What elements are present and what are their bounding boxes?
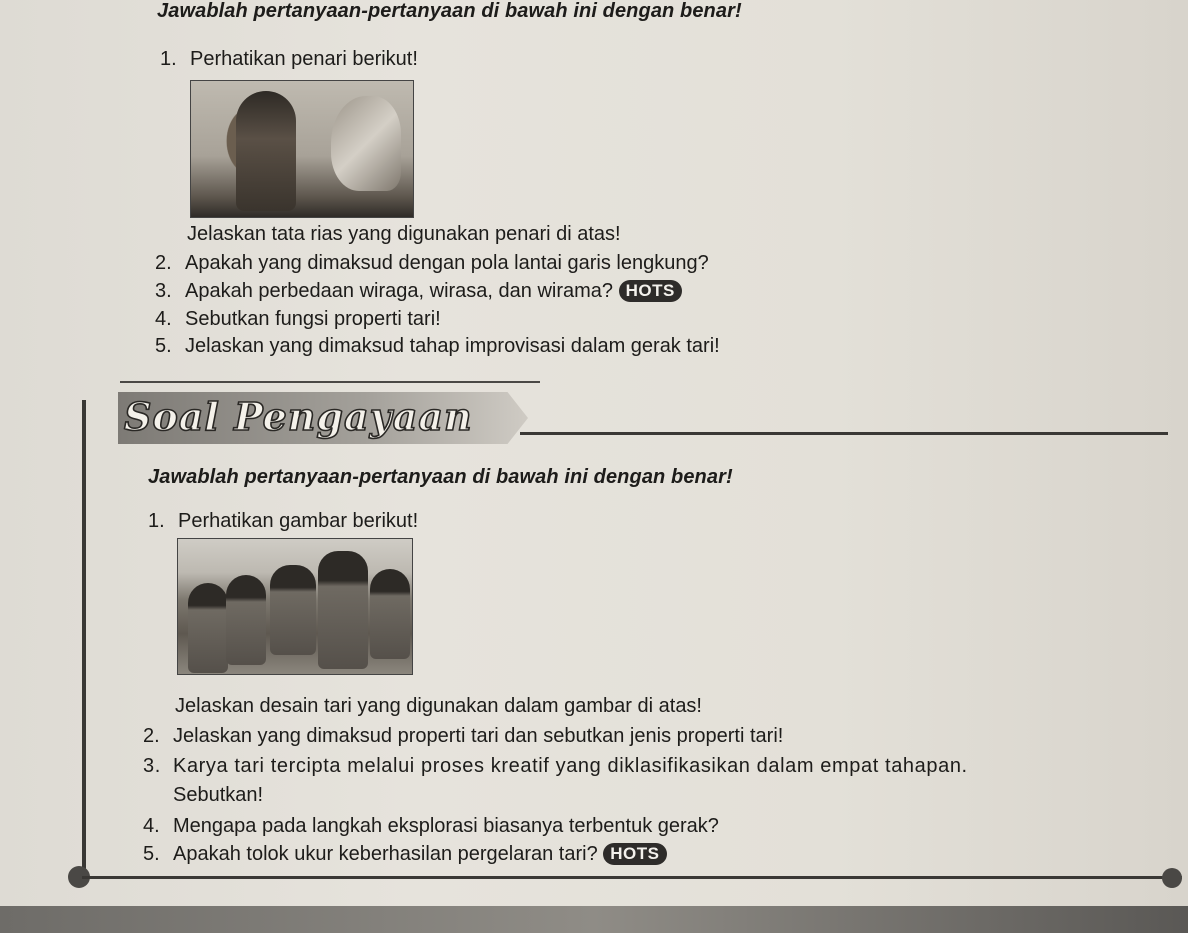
group-dance-photo bbox=[177, 538, 413, 675]
question-number: 1. bbox=[160, 48, 177, 70]
dancer-figure bbox=[318, 551, 368, 669]
question-3-practice bbox=[143, 755, 968, 778]
question-text: Mengapa pada langkah eksplorasi biasanya terbentuk gerak? bbox=[173, 815, 719, 837]
section-bottom-border bbox=[82, 876, 1182, 879]
section-banner bbox=[118, 382, 548, 452]
question-1-followup-top bbox=[187, 223, 621, 246]
frame-corner-dot bbox=[1162, 868, 1182, 888]
dance-scarf bbox=[331, 96, 401, 191]
question-text: Karya tari tercipta melalui proses kreatif yang diklasifikasikan dalam empat tahapan. bbox=[173, 755, 968, 777]
dancer-figure bbox=[188, 583, 228, 673]
question-text: Jelaskan yang dimaksud tahap improvisasi dalam gerak tari! bbox=[185, 335, 720, 357]
question-text: Apakah perbedaan wiraga, wirasa, dan wirama? bbox=[185, 280, 614, 302]
question-text: Jelaskan desain tari yang digunakan dalam gambar di atas! bbox=[175, 695, 702, 717]
page-footer-strip bbox=[0, 906, 1188, 933]
question-4-top bbox=[155, 308, 441, 331]
question-number: 4. bbox=[155, 308, 172, 330]
question-text: Sebutkan fungsi properti tari! bbox=[185, 308, 441, 330]
section-left-border bbox=[82, 400, 86, 880]
dancer-figure bbox=[226, 575, 266, 665]
hots-badge: HOTS bbox=[619, 280, 682, 302]
question-5-top bbox=[155, 335, 720, 358]
question-text: Apakah yang dimaksud dengan pola lantai garis lengkung? bbox=[185, 252, 709, 274]
question-1-followup-practice bbox=[175, 695, 702, 718]
instruction-heading-practice: Jawablah pertanyaan-pertanyaan di bawah ini dengan benar! bbox=[148, 466, 733, 488]
question-number: 2. bbox=[155, 252, 172, 274]
question-3-top bbox=[155, 280, 682, 303]
banner-title: Soal Pengayaan bbox=[124, 394, 473, 439]
question-5-practice bbox=[143, 843, 667, 866]
question-3-continuation-practice bbox=[173, 784, 263, 807]
banner-underline bbox=[520, 432, 1168, 435]
question-number: 1. bbox=[148, 510, 165, 532]
question-text: Jelaskan yang dimaksud properti tari dan sebutkan jenis properti tari! bbox=[173, 725, 784, 747]
question-number: 3. bbox=[143, 755, 161, 777]
dancer-figure bbox=[370, 569, 410, 659]
dancer-photo bbox=[190, 80, 414, 218]
question-4-practice bbox=[143, 815, 719, 838]
question-1-practice bbox=[148, 510, 418, 533]
dancer-figure bbox=[236, 91, 296, 211]
question-text: Jelaskan tata rias yang digunakan penari di atas! bbox=[187, 223, 621, 245]
instruction-heading-top: Jawablah pertanyaan-pertanyaan di bawah ini dengan benar! bbox=[157, 0, 742, 22]
dancer-figure bbox=[270, 565, 316, 655]
hots-badge: HOTS bbox=[603, 843, 666, 865]
question-number: 5. bbox=[143, 843, 160, 865]
question-text: Sebutkan! bbox=[173, 784, 264, 806]
question-1-top bbox=[160, 48, 418, 71]
question-number: 2. bbox=[143, 725, 160, 747]
question-number: 5. bbox=[155, 335, 172, 357]
question-2-top bbox=[155, 252, 709, 275]
question-text: Perhatikan gambar berikut! bbox=[178, 510, 419, 532]
question-number: 4. bbox=[143, 815, 160, 837]
question-text: Perhatikan penari berikut! bbox=[190, 48, 418, 70]
question-2-practice bbox=[143, 725, 783, 748]
question-text: Apakah tolok ukur keberhasilan pergelaran tari? bbox=[173, 843, 598, 865]
question-number: 3. bbox=[155, 280, 172, 302]
